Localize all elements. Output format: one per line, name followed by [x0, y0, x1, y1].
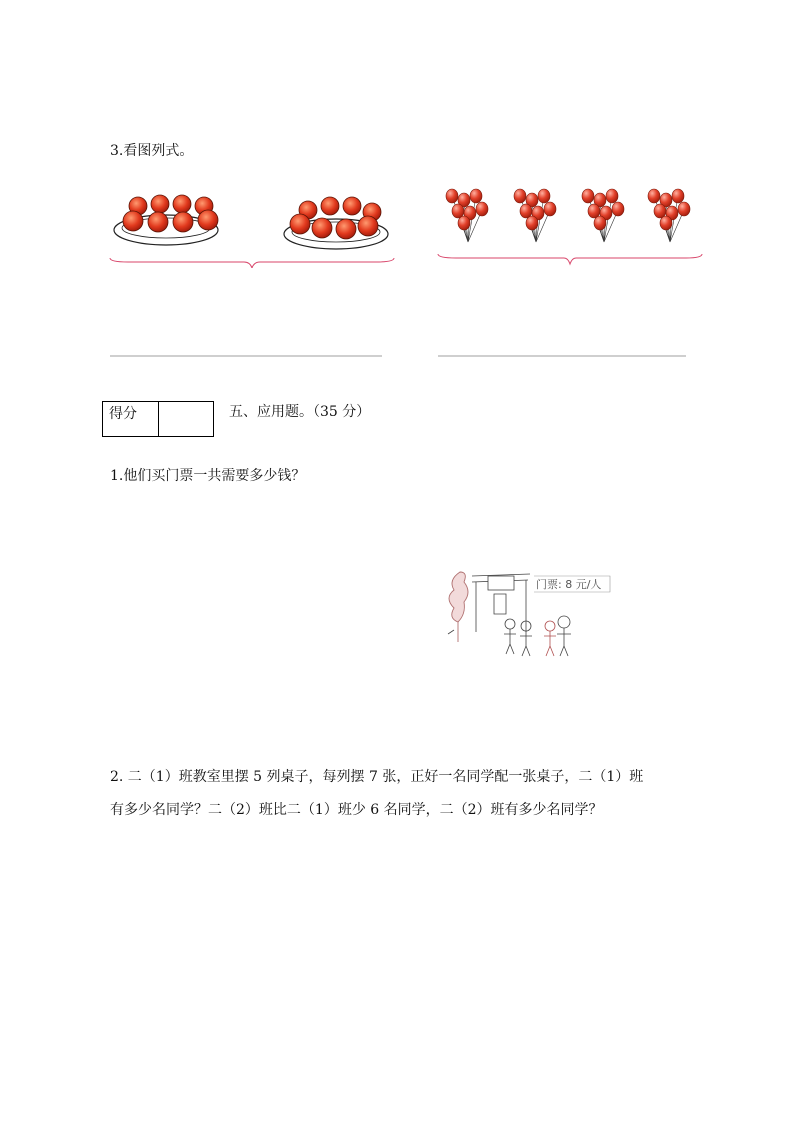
problem-2-line-2: 有多少名同学？二（2）班比二（1）班少 6 名同学，二（2）班有多少名同学？ [110, 802, 603, 818]
balloon-bunch-2 [514, 189, 556, 242]
apple-plates-figure [108, 188, 398, 268]
problem-1-text: 1.他们买门票一共需要多少钱？ [110, 468, 306, 484]
section-5-heading: 五、应用题。（35 分） [229, 404, 371, 420]
plate-left [114, 195, 218, 245]
question-3-title: 3.看图列式。 [110, 143, 194, 159]
answer-line-left [110, 355, 382, 357]
score-blank [159, 402, 213, 436]
balloons-figure [436, 184, 706, 268]
ticket-price-sign: 门票: 8 元/人 [536, 578, 602, 591]
balloon-bunch-1 [446, 189, 488, 242]
score-label: 得分 [103, 402, 159, 436]
brace-balloons [438, 254, 702, 264]
plate-right [284, 197, 388, 249]
answer-line-right [438, 355, 686, 357]
people-sketch [504, 616, 571, 656]
ticket-scene-figure [440, 562, 620, 662]
brace-apples [110, 258, 394, 268]
balloon-bunch-4 [648, 189, 690, 242]
problem-2-line-1: 2. 二（1）班教室里摆 5 列桌子，每列摆 7 张，正好一名同学配一张桌子，二（1）班 [110, 769, 644, 785]
gate-sketch [472, 574, 530, 632]
balloon-bunch-3 [582, 189, 624, 242]
score-box [102, 401, 214, 437]
